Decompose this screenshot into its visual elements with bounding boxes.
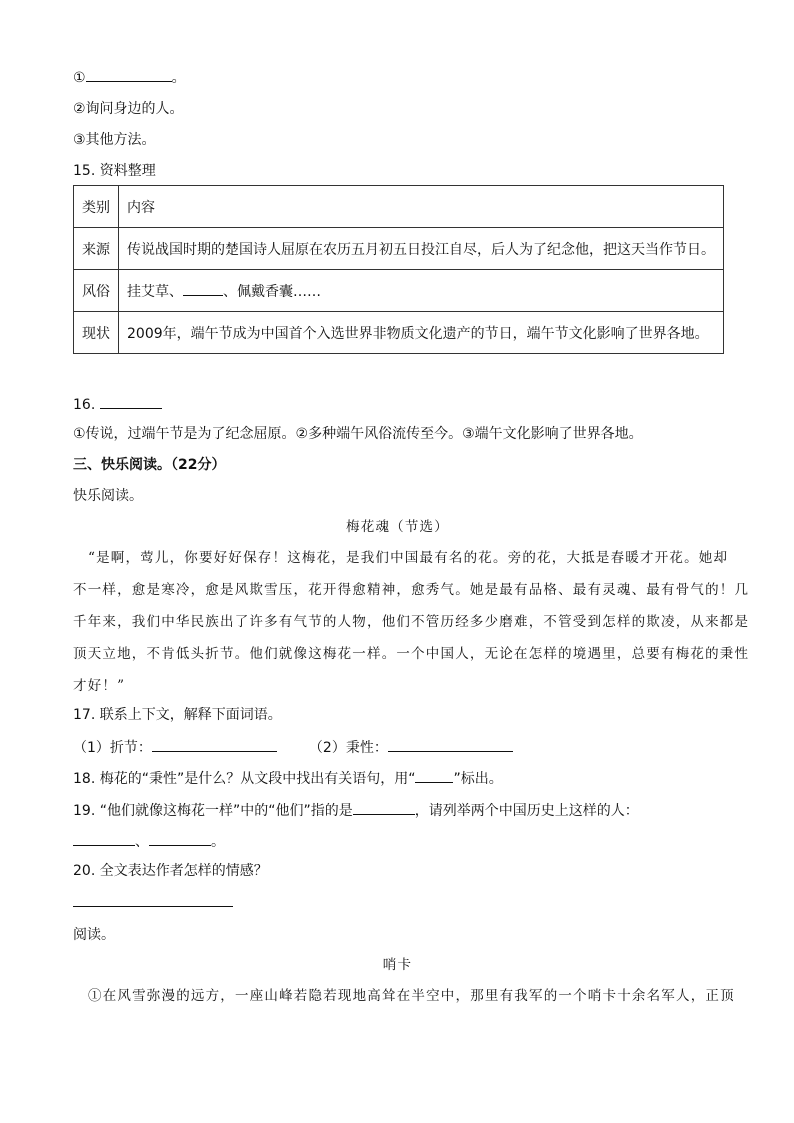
passage-2-title: 哨卡: [382, 957, 413, 973]
passage-1-title: 梅花魂（节选）: [346, 519, 449, 535]
table-cell-content: 挂艾草、 、佩戴香囊……: [119, 270, 724, 312]
table-header-row: [74, 186, 724, 228]
answer-blank[interactable]: [152, 736, 277, 752]
method-item-2: ②询问身边的人。: [73, 101, 184, 117]
table-cell-category: 来源: [74, 228, 119, 270]
question-16-options: ①传说，过端午节是为了纪念屈原。②多种端午风俗流传至今。③端午文化影响了世界各地。: [73, 426, 643, 442]
method-item-3: ③其他方法。: [73, 132, 156, 148]
passage-2-line: ①在风雪弥漫的远方，一座山峰若隐若现地高耸在半空中，那里有我军的一个哨卡十余名军人，正顶: [88, 988, 735, 1004]
question-18: 18. 梅花的“秉性”是什么？从文段中找出有关语句，用“ ”标出。: [73, 767, 503, 789]
table-cell-content: 传说战国时期的楚国诗人屈原在农历五月初五日投江自尽，后人为了纪念他，把这天当作节日。: [119, 228, 724, 270]
question-19-answers: 、 。: [73, 830, 225, 852]
answer-blank[interactable]: [86, 66, 172, 82]
answer-blank[interactable]: [353, 799, 415, 815]
passage-1-line: “是啊，莺儿，你要好好保存！这梅花，是我们中国最有名的花。旁的花，大抵是春暖才开花。她却: [88, 550, 729, 566]
table-header-content: 内容: [119, 186, 724, 228]
passage-1-line: 顶天立地，不肯低头折节。他们就像这梅花一样。一个中国人，无论在怎样的境遇里，总要有梅花的秉性: [73, 646, 750, 662]
section-3-intro: 快乐阅读。: [73, 488, 143, 504]
section-4-intro: 阅读。: [73, 927, 115, 943]
passage-1-line: 才好！”: [73, 678, 126, 694]
table-header-category: 类别: [74, 186, 119, 228]
table-row: [74, 270, 724, 312]
passage-1-line: 千年来，我们中华民族出了许多有气节的人物，他们不管历经多少磨难，不管受到怎样的欺凌，从来都是: [73, 614, 750, 630]
passage-1-line: 不一样，愈是寒冷，愈是风欺雪压，花开得愈精神，愈秀气。她是最有品格、最有灵魂、最有骨气的！几: [73, 582, 750, 598]
answer-blank[interactable]: [149, 830, 211, 846]
table-row: [74, 228, 724, 270]
table-cell-category: 风俗: [74, 270, 119, 312]
info-table: [73, 185, 724, 354]
answer-blank[interactable]: [388, 736, 513, 752]
question-17-title: 17. 联系上下文，解释下面词语。: [73, 707, 282, 723]
question-15-title: 15. 资料整理: [73, 163, 156, 179]
answer-blank[interactable]: [100, 393, 162, 409]
question-16: 16.: [73, 393, 162, 415]
question-20-title: 20. 全文表达作者怎样的情感？: [73, 863, 268, 879]
answer-line[interactable]: [73, 906, 233, 907]
answer-blank[interactable]: [73, 830, 135, 846]
method-item-1: ① 。: [73, 66, 186, 88]
table-cell-category: 现状: [74, 312, 119, 354]
question-17-parts: （1）折节： （2）秉性：: [73, 736, 513, 758]
answer-blank[interactable]: [183, 280, 223, 296]
answer-blank[interactable]: [415, 767, 453, 783]
section-3-heading: 三、快乐阅读。（22分）: [73, 457, 226, 473]
question-19: 19. “他们就像这梅花一样”中的“他们”指的是 ，请列举两个中国历史上这样的人：: [73, 799, 639, 821]
table-row: [74, 312, 724, 354]
table-cell-content: 2009年，端午节成为中国首个入选世界非物质文化遗产的节日，端午节文化影响了世界各地。: [119, 312, 724, 354]
